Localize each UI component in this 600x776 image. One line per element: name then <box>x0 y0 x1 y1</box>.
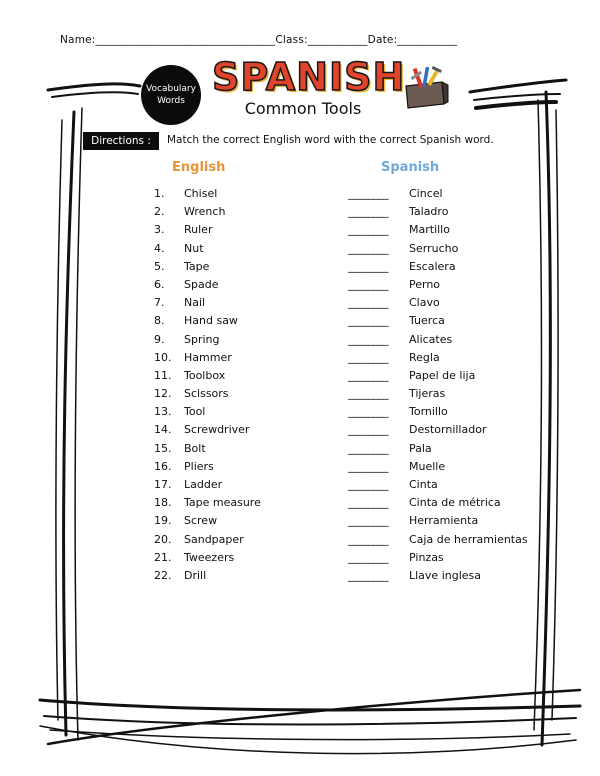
vocabulary-list <box>0 187 600 587</box>
vocab-row <box>0 223 600 241</box>
item-number: 15. <box>154 441 172 455</box>
item-number: 11. <box>154 368 172 382</box>
english-word: Wrench <box>184 205 226 219</box>
answer-blank: ________ <box>348 532 388 546</box>
item-number: 19. <box>154 514 172 528</box>
item-number: 13. <box>154 405 172 419</box>
vocab-row <box>0 278 600 296</box>
spanish-word: Perno <box>409 277 441 291</box>
toolbox-icon <box>402 66 450 110</box>
answer-blank: ________ <box>348 332 388 346</box>
item-number: 1. <box>154 187 165 200</box>
item-number: 22. <box>154 568 172 582</box>
item-number: 8. <box>154 314 165 328</box>
english-word: Chisel <box>184 187 218 200</box>
spanish-word: Taladro <box>409 205 449 219</box>
answer-blank: ________ <box>348 296 388 310</box>
vocab-row <box>0 351 600 369</box>
english-column-heading: English <box>172 160 226 175</box>
vocab-row <box>0 242 600 260</box>
page-title: SPANISH <box>212 55 406 99</box>
spanish-word: Serrucho <box>409 241 459 255</box>
vocab-row <box>0 442 600 460</box>
answer-blank: ________ <box>348 314 388 328</box>
spanish-word: Regla <box>409 350 440 364</box>
spanish-column-heading: Spanish <box>381 160 440 175</box>
spanish-word: Martillo <box>409 223 450 237</box>
directions-text: Match the correct English word with the correct Spanish word. <box>167 134 494 146</box>
english-word: Pliers <box>184 459 214 473</box>
answer-blank: ________ <box>348 187 388 200</box>
item-number: 18. <box>154 496 172 510</box>
spanish-word: Pinzas <box>409 550 444 564</box>
english-word: Spring <box>184 332 220 346</box>
item-number: 3. <box>154 223 165 237</box>
answer-blank: ________ <box>348 223 388 237</box>
item-number: 10. <box>154 350 172 364</box>
english-word: Tape <box>184 259 210 273</box>
english-word: Tape measure <box>184 496 261 510</box>
english-word: Scissors <box>184 387 229 401</box>
vocab-row <box>0 260 600 278</box>
spanish-word: Clavo <box>409 296 440 310</box>
english-word: Ladder <box>184 478 223 491</box>
vocab-row <box>0 205 600 223</box>
vocab-row <box>0 187 600 205</box>
item-number: 20. <box>154 532 172 546</box>
item-number: 12. <box>154 387 172 401</box>
item-number: 4. <box>154 241 165 255</box>
english-word: Hammer <box>184 350 232 364</box>
answer-blank: ________ <box>348 423 388 437</box>
spanish-word: Cinta de métrica <box>409 496 501 510</box>
badge-line-2: Words <box>157 96 185 106</box>
vocabulary-words-badge <box>141 65 201 125</box>
answer-blank: ________ <box>348 405 388 419</box>
vocab-row <box>0 423 600 441</box>
vocab-row <box>0 333 600 351</box>
vocab-row <box>0 405 600 423</box>
spanish-word: Papel de lija <box>409 368 476 382</box>
answer-blank: ________ <box>348 259 388 273</box>
vocab-row <box>0 314 600 332</box>
vocab-row <box>0 369 600 387</box>
english-word: Toolbox <box>184 368 226 382</box>
english-word: Screwdriver <box>184 423 250 437</box>
item-number: 21. <box>154 550 172 564</box>
vocab-row <box>0 551 600 569</box>
item-number: 7. <box>154 296 165 310</box>
english-word: Screw <box>184 514 218 528</box>
vocab-row <box>0 533 600 551</box>
name-class-date-line: Name:_________________________________Class:___________Date:___________ <box>60 34 458 46</box>
spanish-word: Tuerca <box>409 314 445 328</box>
spanish-word: Escalera <box>409 259 456 273</box>
item-number: 17. <box>154 478 172 491</box>
spanish-word: Cinta <box>409 478 438 491</box>
english-word: Sandpaper <box>184 532 244 546</box>
answer-blank: ________ <box>348 277 388 291</box>
english-word: Ruler <box>184 223 213 237</box>
item-number: 9. <box>154 332 165 346</box>
answer-blank: ________ <box>348 568 388 582</box>
vocab-row <box>0 478 600 496</box>
item-number: 2. <box>154 205 165 219</box>
answer-blank: ________ <box>348 550 388 564</box>
item-number: 6. <box>154 277 165 291</box>
spanish-word: Tornillo <box>409 405 448 419</box>
spanish-word: Herramienta <box>409 514 479 528</box>
answer-blank: ________ <box>348 205 388 219</box>
answer-blank: ________ <box>348 241 388 255</box>
answer-blank: ________ <box>348 350 388 364</box>
english-word: Bolt <box>184 441 206 455</box>
spanish-word: Tijeras <box>409 387 446 401</box>
english-word: Nut <box>184 241 204 255</box>
answer-blank: ________ <box>348 387 388 401</box>
spanish-word: Cincel <box>409 187 443 200</box>
answer-blank: ________ <box>348 441 388 455</box>
spanish-word: Alicates <box>409 332 453 346</box>
english-word: Drill <box>184 568 207 582</box>
spanish-word: Destornillador <box>409 423 487 437</box>
item-number: 16. <box>154 459 172 473</box>
vocab-row <box>0 514 600 532</box>
answer-blank: ________ <box>348 496 388 510</box>
english-word: Hand saw <box>184 314 238 328</box>
spanish-word: Muelle <box>409 459 446 473</box>
vocab-row <box>0 387 600 405</box>
answer-blank: ________ <box>348 514 388 528</box>
badge-line-1: Vocabulary <box>146 84 196 94</box>
english-word: Tweezers <box>184 550 235 564</box>
english-word: Spade <box>184 277 219 291</box>
english-word: Tool <box>184 405 206 419</box>
directions-label: Directions : <box>83 132 159 150</box>
spanish-word: Pala <box>409 441 432 455</box>
english-word: Nail <box>184 296 206 310</box>
spanish-word: Caja de herramientas <box>409 532 528 546</box>
vocab-row <box>0 496 600 514</box>
answer-blank: ________ <box>348 368 388 382</box>
answer-blank: ________ <box>348 478 388 491</box>
item-number: 14. <box>154 423 172 437</box>
page-subtitle: Common Tools <box>244 99 362 118</box>
spanish-word: Llave inglesa <box>409 568 482 582</box>
vocab-row <box>0 460 600 478</box>
vocab-row <box>0 296 600 314</box>
vocab-row <box>0 569 600 587</box>
item-number: 5. <box>154 259 165 273</box>
answer-blank: ________ <box>348 459 388 473</box>
